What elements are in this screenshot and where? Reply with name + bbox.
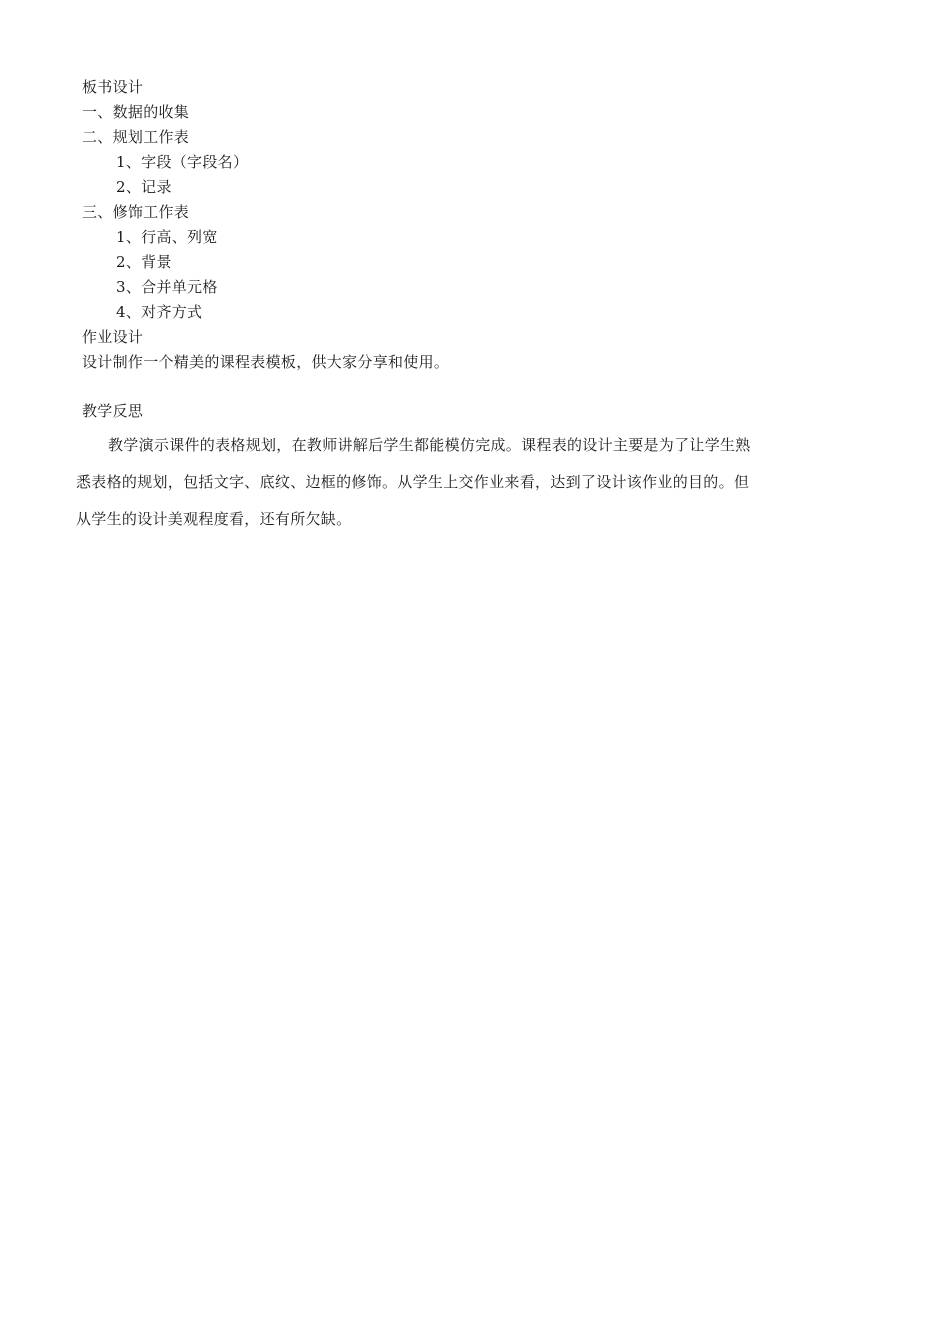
outline-subitem-2-1: 1、字段（字段名） [116,153,249,171]
reflection-text: 教学演示课件的表格规划，在教师讲解后学生都能模仿完成。课程表的设计主要是为了让学生熟悉表格的规划，包括文字、底纹、边框的修饰。从学生上交作业来看，达到了设计该作业的目的。但从学生的设计美观程度看，还有所欠缺。 [76,436,751,528]
homework-heading: 作业设计 [82,328,144,346]
outline-subitem-3-3: 3、合并单元格 [116,278,218,296]
reflection-heading: 教学反思 [82,402,144,420]
blackboard-heading: 板书设计 [82,78,144,96]
outline-subitem-3-1: 1、行高、列宽 [116,228,218,246]
homework-text: 设计制作一个精美的课程表模板，供大家分享和使用。 [82,353,450,371]
reflection-paragraph [76,427,756,538]
outline-item-2: 二、规划工作表 [82,128,190,146]
outline-subitem-2-2: 2、记录 [116,178,172,196]
outline-item-3: 三、修饰工作表 [82,203,190,221]
outline-subitem-3-2: 2、背景 [116,253,172,271]
outline-subitem-3-4: 4、对齐方式 [116,303,203,321]
outline-item-1: 一、数据的收集 [82,103,190,121]
